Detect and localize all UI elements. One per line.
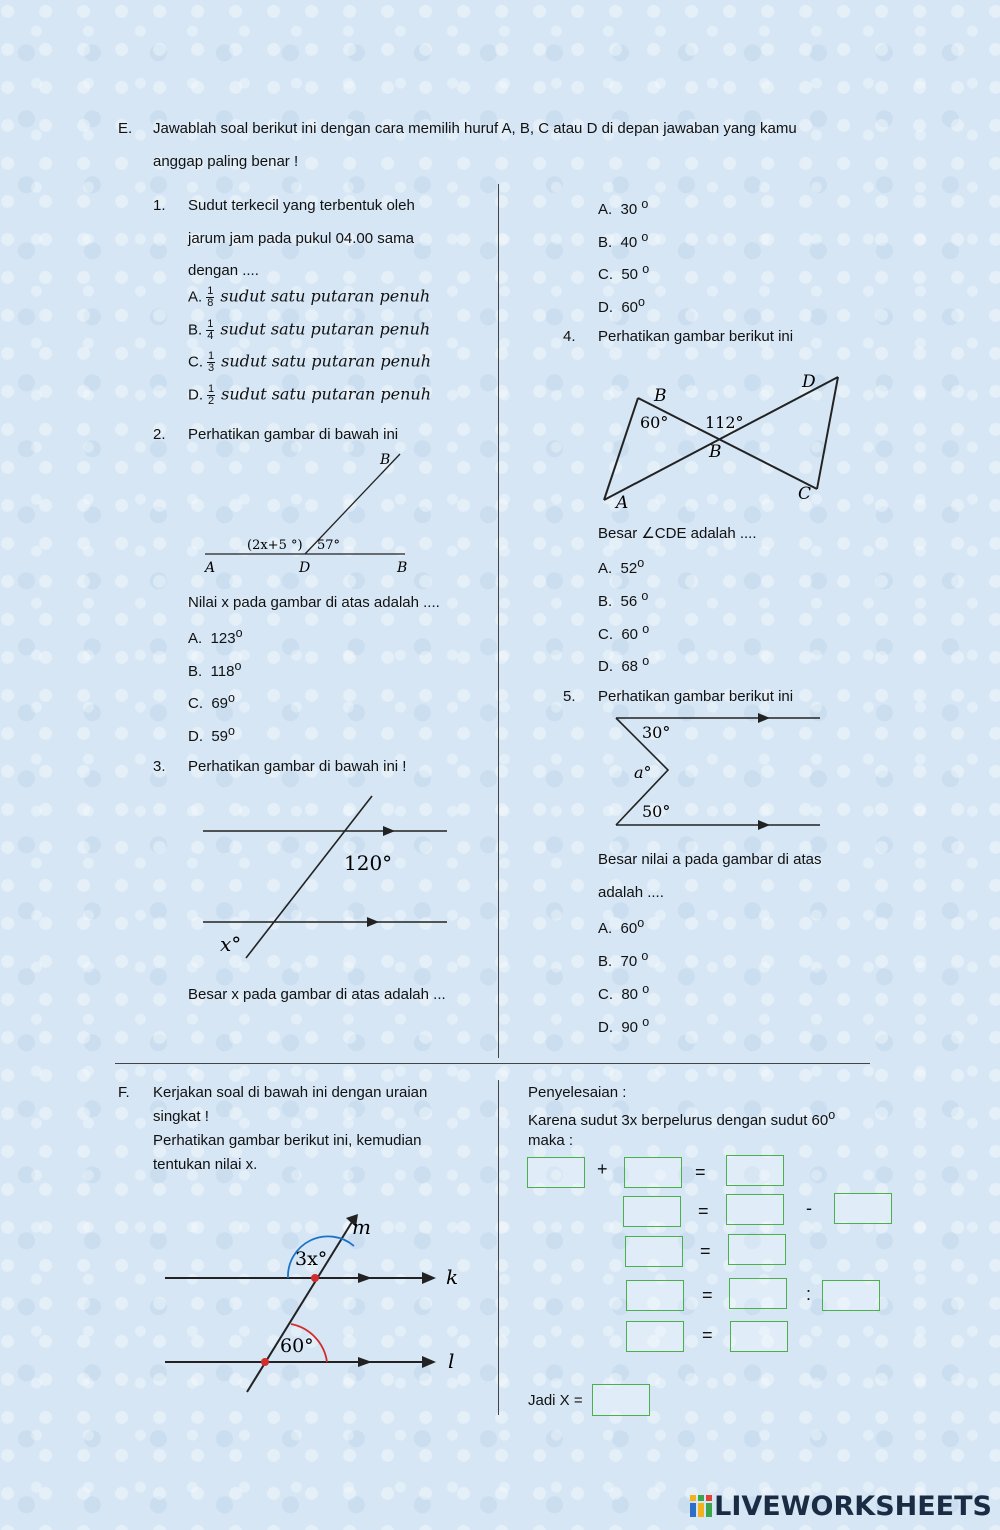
q3-arrow-bottom	[367, 917, 379, 927]
q3-question: Besar x pada gambar di atas adalah ...	[188, 986, 446, 1003]
q2-number: 2.	[153, 426, 166, 443]
q3-transversal	[246, 796, 372, 958]
f-angle-60: 60°	[280, 1335, 314, 1357]
q1-line2: jarum jam pada pukul 04.00 sama	[188, 230, 414, 247]
liveworksheets-logo-text: LIVEWORKSHEETS	[714, 1491, 992, 1522]
solution-line2: maka :	[528, 1132, 574, 1149]
q5-angle-30: 30°	[642, 723, 671, 742]
q4-angle-112: 112°	[705, 413, 744, 432]
q4-option-a[interactable]: A. 52$^o$	[598, 556, 645, 577]
answer-box-r1-a[interactable]	[527, 1157, 585, 1188]
q4-side-bc	[638, 398, 817, 489]
q5-number: 5.	[563, 688, 576, 705]
q4-option-c[interactable]: C. 60 $^o$	[598, 622, 650, 643]
q3-option-c[interactable]: C. 50 $^o$	[598, 262, 650, 283]
q4-angle-60: 60°	[640, 413, 669, 432]
q1-line1: Sudut terkecil yang terbentuk oleh	[188, 197, 415, 214]
f-label-k: k	[446, 1265, 459, 1289]
answer-box-r4-c[interactable]	[822, 1280, 880, 1311]
answer-box-r3-a[interactable]	[625, 1236, 683, 1267]
equals-sign-r2: =	[698, 1201, 709, 1221]
equals-sign-r3: =	[700, 1241, 711, 1261]
plus-sign: +	[597, 1159, 608, 1179]
q5-angle-50: 50°	[642, 802, 671, 821]
q4-label-a: A	[616, 493, 629, 513]
q3-option-b[interactable]: B. 40 $^o$	[598, 230, 649, 251]
q4-option-d[interactable]: D. 68 $^o$	[598, 654, 650, 675]
q2-prompt: Perhatikan gambar di bawah ini	[188, 426, 399, 443]
q1-option-c[interactable]: C. $\frac{1}{3}$ sudut satu putaran penuh	[188, 350, 431, 374]
q3-angle-x: x°	[220, 932, 242, 956]
q4-label-c: C	[798, 484, 812, 504]
q5-prompt: Perhatikan gambar berikut ini	[598, 688, 794, 705]
answer-box-r1-b[interactable]	[624, 1157, 682, 1188]
q4-number: 4.	[563, 328, 576, 345]
answer-box-r4-b[interactable]	[729, 1278, 787, 1309]
q2-option-d[interactable]: D. 59$^o$	[188, 724, 235, 745]
f-point-lower	[261, 1358, 269, 1366]
q5-option-c[interactable]: C. 80 $^o$	[598, 982, 650, 1003]
q1-number: 1.	[153, 197, 166, 214]
f-label-l: l	[448, 1349, 455, 1373]
section-f-divider	[498, 1080, 499, 1415]
minus-sign: -	[806, 1198, 812, 1218]
section-f-letter: F.	[118, 1084, 130, 1101]
q4-option-b[interactable]: B. 56 $^o$	[598, 589, 649, 610]
q4-question: Besar ∠CDE adalah ....	[598, 525, 757, 542]
solution-title: Penyelesaian :	[528, 1084, 627, 1101]
q4-label-d: D	[802, 372, 816, 392]
section-f-line1: Kerjakan soal di bawah ini dengan uraian	[153, 1084, 428, 1101]
q2-option-b[interactable]: B. 118$^o$	[188, 659, 242, 680]
q3-figure	[195, 790, 455, 965]
q1-option-d[interactable]: D. $\frac{1}{2}$ sudut satu putaran penuh	[188, 383, 431, 407]
q5-figure	[610, 710, 825, 835]
answer-box-r5-a[interactable]	[626, 1321, 684, 1352]
q5-option-d[interactable]: D. 90 $^o$	[598, 1015, 650, 1036]
f-label-m: m	[352, 1215, 371, 1239]
section-e-instruction-line2: anggap paling benar !	[153, 153, 299, 170]
column-divider	[498, 184, 499, 1058]
q2-option-c[interactable]: C. 69$^o$	[188, 691, 235, 712]
liveworksheets-logo-icon	[690, 1493, 712, 1515]
section-f-figure	[160, 1210, 470, 1400]
q4-label-b-top: B	[654, 386, 667, 406]
f-arrow-l-mid	[358, 1357, 372, 1367]
answer-box-r2-b[interactable]	[726, 1194, 784, 1225]
q2-label-b-top: B	[380, 452, 391, 468]
f-angle-3x: 3x°	[295, 1248, 328, 1270]
result-label: Jadi X =	[528, 1392, 583, 1409]
q4-figure	[598, 365, 848, 515]
q3-angle-120: 120°	[344, 851, 393, 875]
q2-question: Nilai x pada gambar di atas adalah ....	[188, 594, 440, 611]
q2-label-b: B	[397, 560, 408, 576]
f-arrow-k-mid	[358, 1273, 372, 1283]
colon-sign: :	[806, 1284, 812, 1304]
q5-question-line1: Besar nilai a pada gambar di atas	[598, 851, 822, 868]
equals-sign-r5: =	[702, 1325, 713, 1345]
f-arrow-k-end	[422, 1272, 436, 1284]
answer-box-r2-a[interactable]	[623, 1196, 681, 1227]
q5-arrow-bottom	[758, 820, 770, 830]
q5-option-b[interactable]: B. 70 $^o$	[598, 949, 649, 970]
q1-line3: dengan ....	[188, 262, 259, 279]
section-f-line4: tentukan nilai x.	[153, 1156, 258, 1173]
q4-prompt: Perhatikan gambar berikut ini	[598, 328, 794, 345]
f-point-upper	[311, 1274, 319, 1282]
q2-label-d: D	[299, 560, 311, 576]
section-e-letter: E.	[118, 120, 133, 137]
section-e-instruction-line1: Jawablah soal berikut ini dengan cara memilih huruf A, B, C atau D di depan jawaban yang kamu	[153, 120, 797, 137]
q1-option-b[interactable]: B. $\frac{1}{4}$ sudut satu putaran penuh	[188, 318, 431, 342]
section-f-line3: Perhatikan gambar berikut ini, kemudian	[153, 1132, 422, 1149]
q1-option-a[interactable]: A. $\frac{1}{8}$ sudut satu putaran penuh	[188, 285, 431, 309]
q2-angle-left: (2x+5 °)	[247, 538, 303, 553]
solution-line1: Karena sudut 3x berpelurus dengan sudut 60$^o$	[528, 1108, 836, 1129]
answer-box-r3-b[interactable]	[728, 1234, 786, 1265]
equals-sign-r4: =	[702, 1285, 713, 1305]
q5-arrow-top	[758, 713, 770, 723]
q4-label-b-center: B	[709, 442, 722, 462]
q5-question-line2: adalah ....	[598, 884, 664, 901]
q2-figure	[195, 448, 420, 578]
q3-arrow-top	[383, 826, 395, 836]
equals-sign-r1: =	[695, 1162, 706, 1182]
q5-angle-a: a°	[634, 763, 652, 782]
answer-box-result[interactable]	[592, 1384, 650, 1416]
q5-option-a[interactable]: A. 60$^o$	[598, 916, 645, 937]
f-arrow-l-end	[422, 1356, 436, 1368]
q2-angle-right: 57°	[317, 538, 341, 553]
answer-box-r4-a[interactable]	[626, 1280, 684, 1311]
answer-box-r1-c[interactable]	[726, 1155, 784, 1186]
q3-option-d[interactable]: D. 60$^o$	[598, 295, 645, 316]
answer-box-r2-c[interactable]	[834, 1193, 892, 1224]
answer-box-r5-b[interactable]	[730, 1321, 788, 1352]
q2-option-a[interactable]: A. 123$^o$	[188, 626, 243, 647]
liveworksheets-logo[interactable]	[690, 1491, 992, 1522]
section-f-line2: singkat !	[153, 1108, 209, 1125]
q2-label-a: A	[205, 560, 216, 576]
q4-side-dc	[817, 377, 838, 489]
q3-option-a[interactable]: A. 30 $^o$	[598, 197, 649, 218]
section-separator	[115, 1063, 870, 1064]
q3-number: 3.	[153, 758, 166, 775]
q3-prompt: Perhatikan gambar di bawah ini !	[188, 758, 407, 775]
